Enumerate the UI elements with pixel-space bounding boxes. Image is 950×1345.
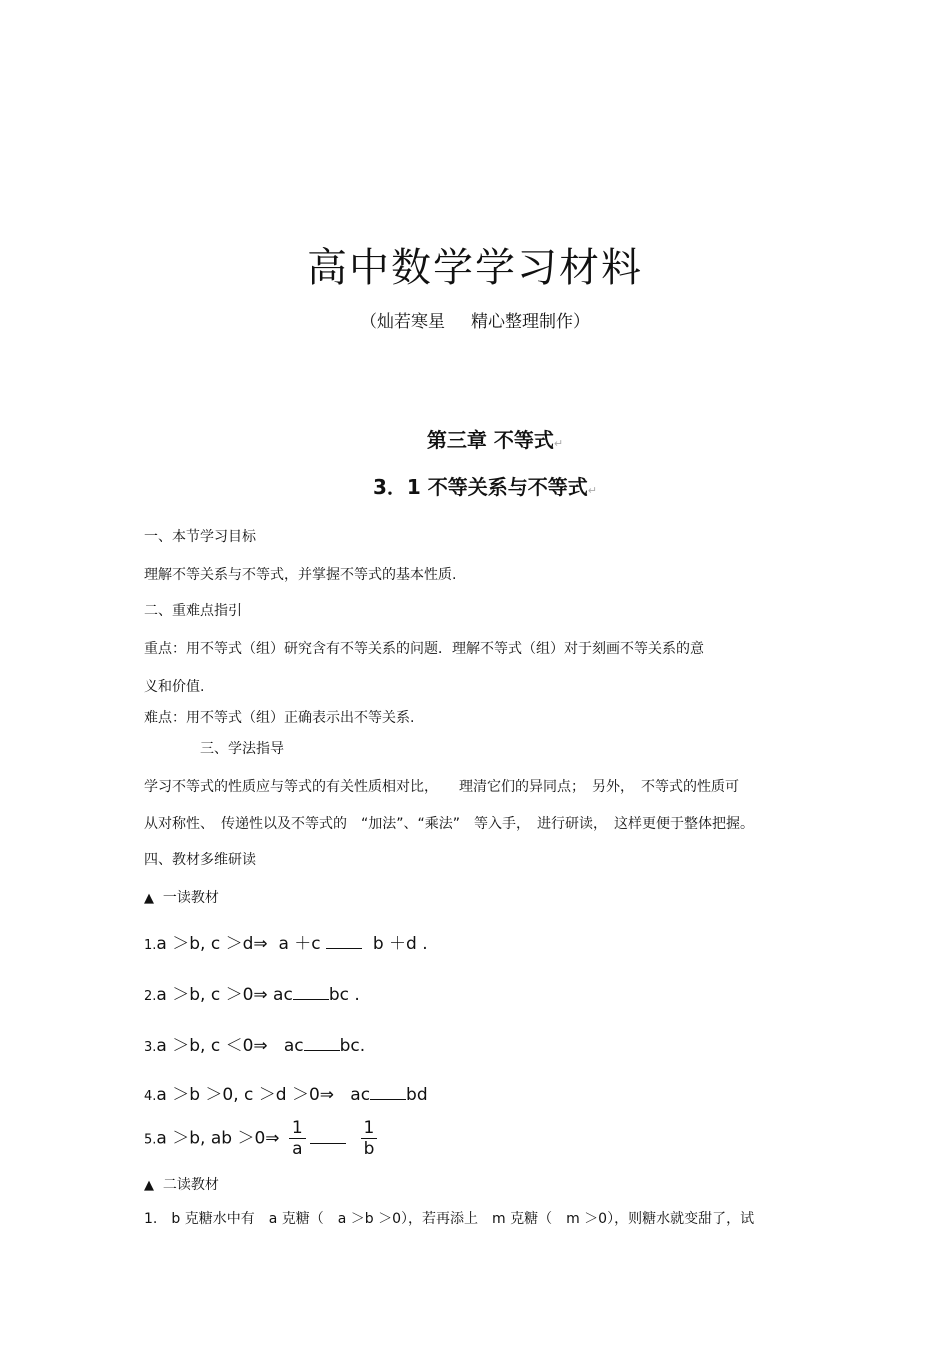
exercise-number: 5. [144, 1132, 157, 1148]
triangle-icon: ▲ [144, 1178, 154, 1193]
s4-heading: 四、教材多维研读 [144, 852, 256, 868]
answer-blank[interactable] [293, 985, 329, 1000]
read2-heading [144, 1174, 219, 1194]
exercise-premise: a ＞b, c ＜0⇒ [156, 1036, 268, 1056]
triangle-icon: ▲ [144, 891, 154, 906]
exercise-right: bc. [339, 1036, 366, 1056]
exercise-4 [144, 1080, 428, 1105]
exercise-right: b ＋d . [372, 934, 428, 954]
s1-text: 理解不等关系与不等式，并掌握不等式的基本性质. [144, 567, 457, 583]
fraction-1-over-a [289, 1118, 306, 1159]
exercise-number: 3. [144, 1040, 157, 1055]
subtitle-left: （灿若寒星 [360, 312, 445, 332]
exercise-number: 1. [144, 938, 157, 953]
answer-blank[interactable] [326, 934, 362, 949]
exercise-right: bc . [328, 985, 360, 1005]
answer-blank[interactable] [304, 1036, 340, 1051]
chapter-title-text: 第三章 不等式 [426, 428, 554, 452]
exercise-premise: a ＞b, c ＞d⇒ [156, 934, 268, 954]
page-subtitle [0, 307, 950, 332]
exercise-left: a ＋c [278, 934, 321, 954]
problem-1: 1. b 克糖水中有 a 克糖（ a ＞b ＞0），若再添上 m 克糖（ m ＞0），则糖水就变甜了，试 [144, 1211, 755, 1227]
exercise-left: ac [273, 985, 293, 1005]
section-title-text: 3．1 不等关系与不等式 [372, 475, 588, 499]
exercise-premise: a ＞b ＞0, c ＞d ＞0⇒ [156, 1085, 335, 1105]
page-title: 高中数学学习材料 [307, 245, 643, 291]
exercise-2 [144, 980, 360, 1005]
exercise-3 [144, 1031, 365, 1056]
s2-key-line1: 重点：用不等式（组）研究含有不等关系的问题．理解不等式（组）对于刻画不等关系的意 [144, 641, 704, 657]
return-mark: ↵ [587, 484, 597, 497]
read1-heading [144, 887, 219, 907]
read2-heading-text: 二读教材 [162, 1177, 219, 1193]
fraction-denominator: b [363, 1139, 375, 1159]
return-mark: ↵ [553, 437, 564, 450]
subtitle-right: 精心整理制作） [471, 312, 590, 332]
s3-line2: 从对称性、 传递性以及不等式的 “加法”、“乘法” 等入手， 进行研读， 这样更便于整体把握。 [144, 816, 755, 832]
fraction-numerator: 1 [361, 1118, 378, 1139]
s3-heading: 三、学法指导 [200, 741, 284, 757]
exercise-left: ac [350, 1085, 371, 1105]
chapter-title [0, 424, 950, 453]
s1-heading: 一、本节学习目标 [144, 529, 256, 545]
answer-blank[interactable] [370, 1085, 406, 1100]
exercise-number: 2. [144, 989, 157, 1004]
exercise-premise: a ＞b, c ＞0⇒ [156, 985, 268, 1005]
read1-heading-text: 一读教材 [162, 890, 219, 906]
s2-key-line2: 义和价值. [144, 679, 205, 695]
s3-line1: 学习不等式的性质应与等式的有关性质相对比， 理清它们的异同点； 另外， 不等式的性质可 [144, 779, 739, 795]
exercise-number: 4. [144, 1089, 157, 1104]
fraction-denominator: a [292, 1139, 303, 1159]
exercise-left: ac [283, 1036, 304, 1056]
fraction-1-over-b [361, 1118, 378, 1159]
s2-difficult: 难点：用不等式（组）正确表示出不等关系. [144, 710, 415, 726]
section-title [0, 471, 950, 500]
exercise-right: bd [406, 1085, 428, 1105]
exercise-5 [144, 1118, 381, 1159]
s2-heading: 二、重难点指引 [144, 603, 242, 619]
fraction-numerator: 1 [289, 1118, 306, 1139]
exercise-premise: a ＞b, ab ＞0⇒ [156, 1128, 280, 1149]
answer-blank[interactable] [310, 1129, 346, 1144]
exercise-1 [144, 929, 428, 954]
